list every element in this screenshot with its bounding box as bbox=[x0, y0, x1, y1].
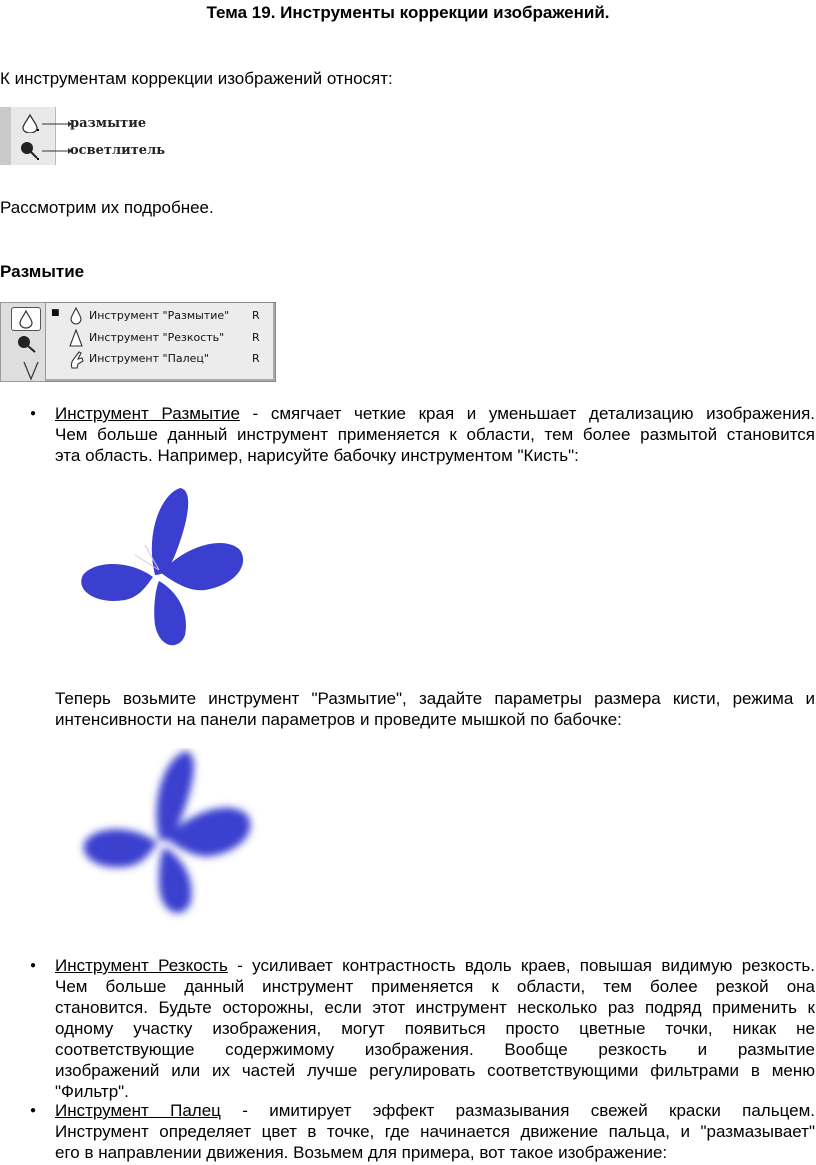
blur-tool-name: Инструмент Размытие bbox=[55, 404, 240, 423]
bullet-dot: ● bbox=[30, 1105, 37, 1116]
sharpen-line-4: одному участку изображения, могут появиться просто цветные точки, никак не bbox=[55, 1019, 815, 1038]
sharpen-paragraph bbox=[55, 955, 815, 1102]
smudge-line-3: его в направлении движения. Возьмем для примера, вот такое изображение: bbox=[55, 1143, 668, 1162]
toolbar-column bbox=[0, 302, 46, 382]
dodge-tool-icon[interactable] bbox=[15, 333, 41, 355]
menu-item-smudge[interactable] bbox=[46, 349, 272, 369]
menu-item-label: Инструмент "Резкость" bbox=[89, 331, 225, 344]
finger-icon bbox=[68, 350, 86, 370]
dodge-icon bbox=[19, 140, 41, 162]
toolbar-edge bbox=[0, 107, 11, 165]
sharpen-line-5: соответствующие содержимому изображения. Вообще резкость и размытие bbox=[55, 1040, 815, 1059]
blur-after-line-2: интенсивности на панели параметров и проведите мышкой по бабочке: bbox=[55, 710, 622, 729]
menu-item-label: Инструмент "Палец" bbox=[89, 352, 209, 365]
smudge-line-2: Инструмент определяет цвет в точке, где начинается движение пальца, и "размазывает" bbox=[55, 1122, 815, 1141]
sharpen-line-2: Чем больше данный инструмент применяется к области, тем более резкой она bbox=[55, 977, 815, 996]
menu-item-shortcut: R bbox=[252, 331, 260, 344]
intro-text: К инструментам коррекции изображений относят: bbox=[0, 69, 393, 88]
pen-tool-icon[interactable] bbox=[21, 359, 41, 381]
triangle-icon bbox=[68, 329, 84, 347]
tool-flyout-menu bbox=[46, 302, 276, 382]
sharpen-line-7: "Фильтр". bbox=[55, 1082, 129, 1101]
smudge-tool-name: Инструмент Палец bbox=[55, 1101, 221, 1120]
sharpen-line-3: становится. Будьте осторожны, если этот инструмент несколько раз подряд применить к bbox=[55, 998, 815, 1017]
blur-after-line-1: Теперь возьмите инструмент "Размытие", задайте параметры размера кисти, режима и bbox=[55, 689, 815, 708]
selected-marker: ■ bbox=[51, 308, 60, 318]
blur-line-1: Инструмент Размытие - смягчает четкие края и уменьшает детализацию изображения. bbox=[55, 404, 816, 423]
page-title: Тема 19. Инструменты коррекции изображений. bbox=[206, 3, 610, 22]
smudge-line-1: Инструмент Палец - имитирует эффект размазывания свежей краски пальцем. bbox=[55, 1101, 815, 1120]
drop-icon bbox=[12, 308, 40, 330]
section-heading: Размытие bbox=[0, 262, 85, 281]
menu-item-label: Инструмент "Размытие" bbox=[89, 309, 230, 322]
blur-paragraph bbox=[55, 403, 815, 466]
sharpen-line-1: Инструмент Резкость - усиливает контрастность вдоль краев, повышая видимую резкость. bbox=[55, 956, 815, 975]
butterfly-image-sharp bbox=[75, 485, 255, 655]
active-tool-slot[interactable] bbox=[11, 307, 41, 331]
blur-label: размытие bbox=[70, 116, 147, 131]
tool-flyout-figure bbox=[0, 302, 276, 382]
dodge-label: осветлитель bbox=[70, 143, 166, 158]
blur-drop-icon bbox=[20, 113, 40, 133]
menu-item-shortcut: R bbox=[252, 309, 260, 322]
sharpen-line-6: изображений или их частей лучше регулировать соответствующими фильтрами в меню bbox=[55, 1061, 815, 1080]
consider-text: Рассмотрим их подробнее. bbox=[0, 198, 214, 217]
sharpen-tool-name: Инструмент Резкость bbox=[55, 956, 228, 975]
menu-item-sharpen[interactable] bbox=[46, 328, 272, 348]
tools-figure bbox=[0, 107, 166, 165]
blur-line-3: эта область. Например, нарисуйте бабочку инструментом "Кисть": bbox=[55, 446, 579, 465]
menu-item-blur[interactable] bbox=[46, 306, 272, 326]
bullet-dot: ● bbox=[30, 408, 37, 419]
blur-line-2: Чем больше данный инструмент применяется к области, тем более размытой становится bbox=[55, 425, 815, 444]
smudge-paragraph bbox=[55, 1100, 815, 1163]
arrows bbox=[42, 117, 72, 157]
menu-item-shortcut: R bbox=[252, 352, 260, 365]
bullet-dot: ● bbox=[30, 960, 37, 971]
drop-icon bbox=[68, 307, 84, 325]
butterfly-image-blurred bbox=[75, 748, 265, 923]
blur-after-paragraph bbox=[55, 688, 815, 730]
